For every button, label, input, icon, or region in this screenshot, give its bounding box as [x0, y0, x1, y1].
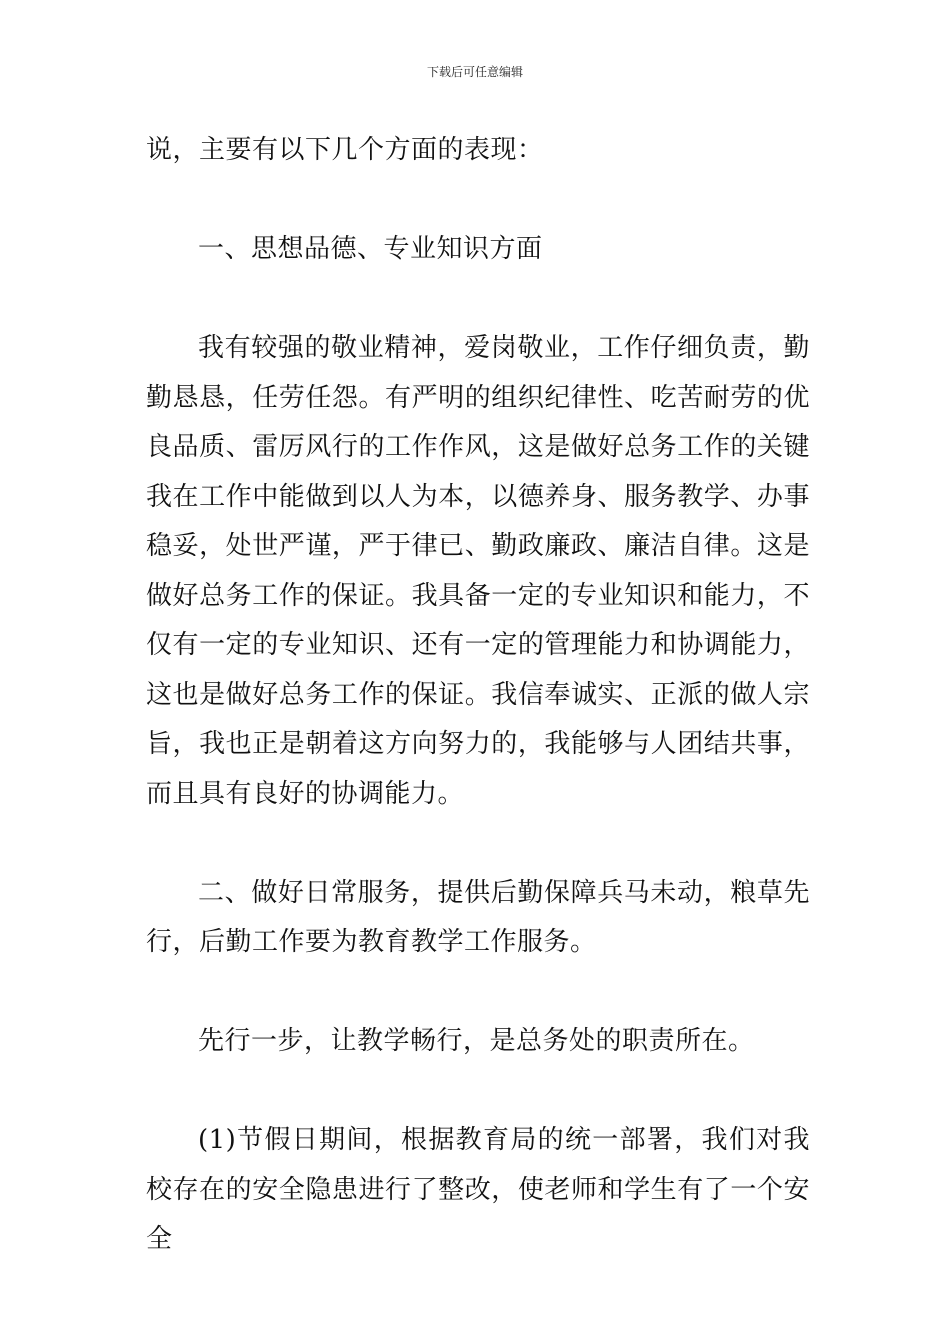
page-header: 下载后可任意编辑	[426, 65, 523, 79]
paragraph-gap	[146, 819, 810, 869]
paragraph-intro: 说，主要有以下几个方面的表现：	[146, 135, 544, 165]
section-heading-ideology: 一、思想品德、专业知识方面	[198, 234, 543, 264]
paragraph-holiday-safety: (1)节假日期间，根据教育局的统一部署，我们对我校存在的安全隐患进行了整改，使老师和学生有了一个安全	[146, 1125, 810, 1254]
paragraph-service-duty: 先行一步，让教学畅行，是总务处的职责所在。	[198, 1026, 755, 1056]
paragraph-ideology-body: 我有较强的敬业精神，爱岗敬业，工作仔细负责，勤勤恳恳，任劳任怨。有严明的组织纪律性、吃苦耐劳的优良品质、雷厉风行的工作作风，这是做好总务工作的关键我在工作中能做到以人为本，以德养身、服务教学、办事稳妥，处世严谨，严于律已、勤政廉政、廉洁自律。这是做好总务工作的保证。我具备一定的专业知识和能力，不仅有一定的专业知识、还有一定的管理能力和协调能力，这也是做好总务工作的保证。我信奉诚实、正派的做人宗旨，我也正是朝着这方向努力的，我能够与人团结共事，而且具有良好的协调能力。	[146, 333, 810, 809]
paragraph-gap	[146, 968, 810, 1018]
paragraph-gap	[146, 1067, 810, 1117]
paragraph-gap	[146, 176, 810, 226]
paragraph-gap	[146, 275, 810, 325]
section-heading-daily-service: 二、做好日常服务，提供后勤保障兵马未动，粮草先行，后勤工作要为教育教学工作服务。	[146, 877, 810, 957]
document-body	[146, 126, 810, 1265]
